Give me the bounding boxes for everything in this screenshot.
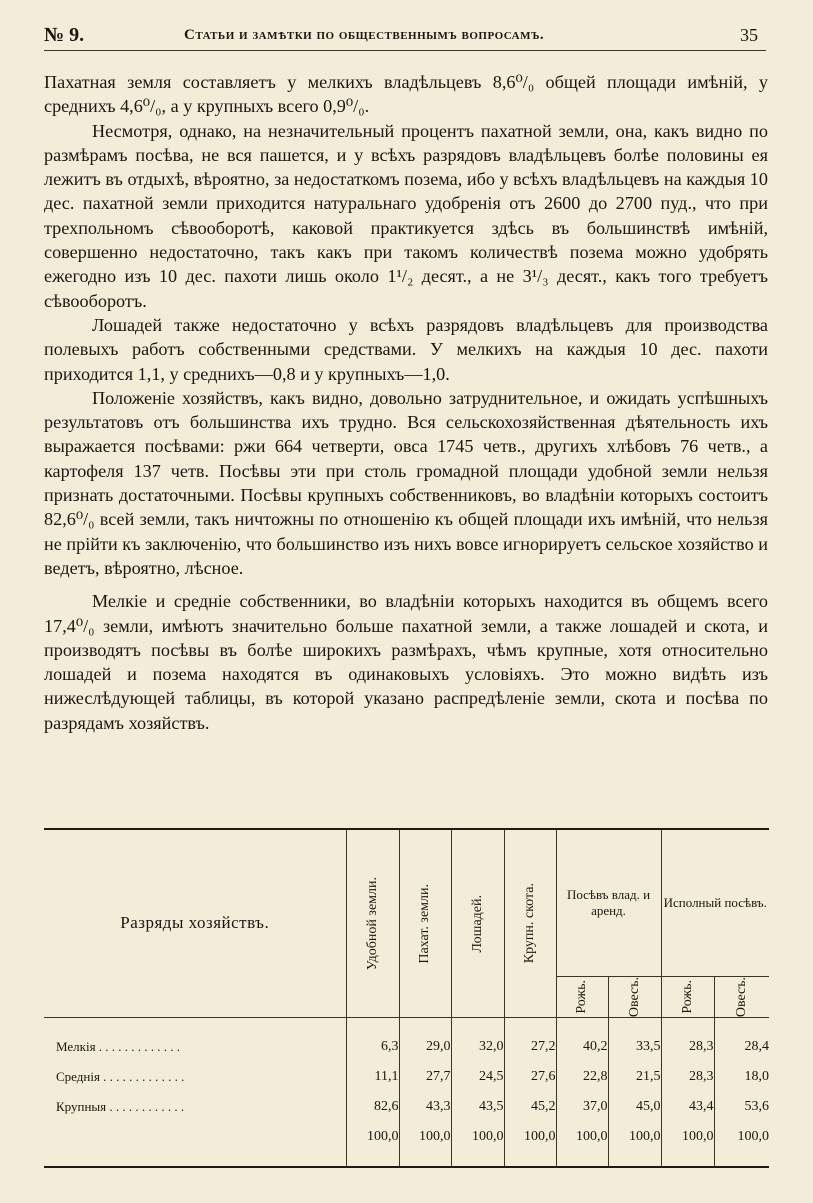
- column-header: Удобной земли.: [346, 829, 399, 1017]
- table-row: [44, 1122, 769, 1152]
- table-cell: 100,0: [714, 1122, 769, 1152]
- paragraph: Мелкіе и средніе собственники, во владѣніи которыхъ находится въ общемъ всего 17,4⁰/₀ земли, имѣютъ значительно больше пахатной земли, а также лошадей и скота, и производятъ посѣвы въ болѣе широкихъ размѣрахъ, чѣмъ крупные, хотя относительно лошадей и позема находятся въ одинаковыхъ условіяхъ. Это можно видѣть изъ нижеслѣдующей таблицы, въ которой указано распредѣленіе земли, скота и посѣва по разрядамъ хозяйствъ.: [44, 591, 768, 733]
- table-cell: 100,0: [346, 1122, 399, 1152]
- table-cell: 18,0: [714, 1062, 769, 1092]
- table-cell: 43,3: [399, 1092, 451, 1122]
- table-cell: 27,7: [399, 1062, 451, 1092]
- table-cell: 82,6: [346, 1092, 399, 1122]
- table-cell: 45,2: [504, 1092, 556, 1122]
- body-text: [44, 70, 768, 735]
- group-header: Исполный посѣвъ.: [661, 829, 769, 976]
- row-label: Крупныя . . . . . . . . . . . .: [56, 1098, 185, 1114]
- section-title: Статьи и замѣтки по общественнымъ вопросамъ.: [184, 27, 545, 43]
- table-row: [44, 1092, 769, 1122]
- paragraph: Пахатная земля составляетъ у мелкихъ владѣльцевъ 8,6⁰/₀ общей площади имѣній, у среднихъ 4,6⁰/₀, а у крупныхъ всего 0,9⁰/₀.: [44, 72, 768, 117]
- column-header: Рожь.: [556, 976, 608, 1017]
- table-cell: 28,4: [714, 1032, 769, 1062]
- row-label: [44, 1122, 346, 1152]
- table-cell: 27,2: [504, 1032, 556, 1062]
- row-label: Среднія . . . . . . . . . . . . .: [56, 1068, 185, 1084]
- paragraph: Несмотря, однако, на незначительный процентъ пахатной земли, она, какъ видно по размѣрамъ посѣва, не вся пашется, и у всѣхъ разрядовъ владѣльцевъ болѣе половины ея лежитъ въ отдыхѣ, вѣроятно, за недостаткомъ позема, ибо у всѣхъ владѣльцевъ на каждыя 10 дес. пахатной земли приходится натуральнаго удобренія отъ 2600 до 2700 пуд., что при трехпольномъ сѣвооборотѣ, каковой практикуется здѣсь въ большинствѣ имѣній, совершенно недостаточно, такъ какъ при такомъ количествѣ позема можно удобрять ежегодно изъ 10 дес. пахоти лишь около 1¹/₂ десят., а не 3¹/₃ десят., какъ того требуетъ сѣвооборотъ.: [44, 120, 768, 311]
- table-cell: 28,3: [661, 1062, 714, 1092]
- column-header: Пахат. земли.: [399, 829, 451, 1017]
- distribution-table: [44, 828, 769, 1168]
- table-cell: 32,0: [451, 1032, 504, 1062]
- table-cell: 53,6: [714, 1092, 769, 1122]
- table-cell: 40,2: [556, 1032, 608, 1062]
- paragraph: Положеніе хозяйствъ, какъ видно, довольно затруднительное, и ожидать успѣшныхъ результатовъ отъ большинства ихъ трудно. Вся сельскохозяйственная дѣятельность ихъ выражается посѣвами: ржи 664 четверти, овса 1745 четв., другихъ хлѣбовъ 76 четв., а картофеля 137 четв. Посѣвы эти при столь громадной площади удобной земли нельзя признать достаточными. Посѣвы крупныхъ собственниковъ, во владѣніи которыхъ состоитъ 82,6⁰/₀ всей земли, такъ ничтожны по отношенію къ общей площади ихъ имѣній, что нельзя не прійти къ заключенію, что большинство изъ нихъ вовсе игнорируетъ сельское хозяйство и ведетъ, вѣроятно, лѣсное.: [44, 387, 768, 578]
- table-cell: 33,5: [608, 1032, 661, 1062]
- table-row: [44, 1062, 769, 1092]
- page-number: 35: [740, 25, 758, 45]
- column-header: Рожь.: [661, 976, 714, 1017]
- issue-number: № 9.: [44, 24, 85, 46]
- table-row: [44, 1032, 769, 1062]
- table-cell: 100,0: [504, 1122, 556, 1152]
- column-header: Крупн. скота.: [504, 829, 556, 1017]
- table-cell: 100,0: [451, 1122, 504, 1152]
- table-cell: 100,0: [608, 1122, 661, 1152]
- row-header: Разряды хозяйствъ.: [120, 913, 270, 933]
- table-cell: 24,5: [451, 1062, 504, 1092]
- table-cell: 29,0: [399, 1032, 451, 1062]
- paragraph: Лошадей также недостаточно у всѣхъ разрядовъ владѣльцевъ для производства полевыхъ работъ собственными средствами. У мелкихъ на каждыя 10 дес. пахоти приходится 1,1, у среднихъ—0,8 и у крупныхъ—1,0.: [44, 314, 768, 384]
- group-header: Посѣвъ влад. и аренд.: [556, 829, 661, 976]
- table-cell: 100,0: [556, 1122, 608, 1152]
- running-header: [44, 22, 766, 51]
- row-label: Мелкія . . . . . . . . . . . . .: [56, 1038, 181, 1054]
- column-header: Овесъ.: [714, 976, 769, 1017]
- table-cell: 43,4: [661, 1092, 714, 1122]
- table-cell: 27,6: [504, 1062, 556, 1092]
- table-cell: 100,0: [399, 1122, 451, 1152]
- table-cell: 11,1: [346, 1062, 399, 1092]
- table-cell: 45,0: [608, 1092, 661, 1122]
- table-cell: 37,0: [556, 1092, 608, 1122]
- column-header: Овесъ.: [608, 976, 661, 1017]
- table-header-row: [44, 829, 769, 976]
- table-cell: 100,0: [661, 1122, 714, 1152]
- table-cell: 43,5: [451, 1092, 504, 1122]
- table-cell: 28,3: [661, 1032, 714, 1062]
- column-header: Лошадей.: [451, 829, 504, 1017]
- table-cell: 21,5: [608, 1062, 661, 1092]
- table-cell: 6,3: [346, 1032, 399, 1062]
- table-cell: 22,8: [556, 1062, 608, 1092]
